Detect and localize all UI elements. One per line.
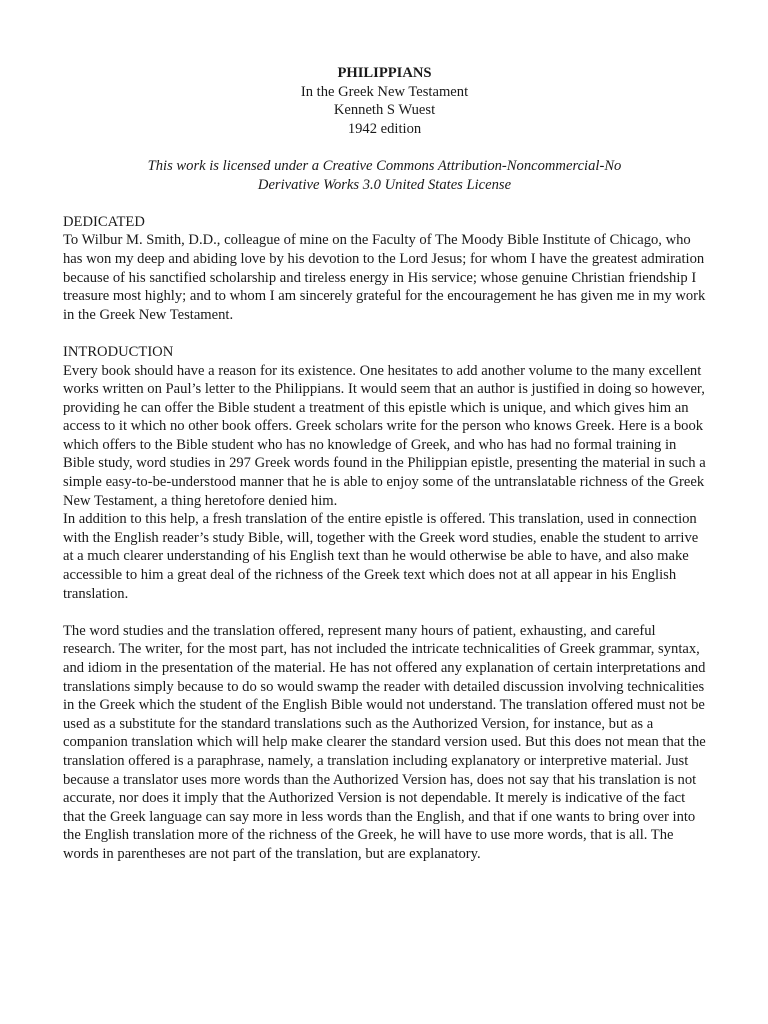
- introduction-paragraph: In addition to this help, a fresh translation of the entire epistle is offered. This translation, used in connection with the English reader’s study Bible, will, together with the Greek word studies, enable the student to arrive at a much clearer understanding of his English text than he would otherwise be able to have, and also make accessible to him a great deal of the richness of the Greek text which does not at all appear in his English translation.: [63, 511, 699, 602]
- paragraph-gap: [63, 603, 706, 622]
- dedication-section: [63, 213, 706, 325]
- introduction-heading: INTRODUCTION: [63, 343, 174, 360]
- license-notice: This work is licensed under a Creative Commons Attribution-Noncommercial-No Derivative Works 3.0 United States License: [147, 157, 622, 193]
- dedication-heading: DEDICATED: [63, 213, 145, 230]
- introduction-paragraph: Every book should have a reason for its existence. One hesitates to add another volume to the many excellent works written on Paul’s letter to the Philippians. It would seem that an author is justified in doing so however, providing he can offer the Bible student a treatment of this epistle which is unique, and which gives him an access to it which no other book offers. Greek scholars write for the person who knows Greek. Here is a book which offers to the Bible student who has no knowledge of Greek, and who has had no formal training in Bible study, word studies in 297 Greek words found in the Philippian epistle, presenting the material in such a simple easy-to-be-understood manner that he is able to enjoy some of the untranslatable richness of the Greek New Testament, a thing heretofore denied him.: [63, 362, 706, 509]
- title-block: [63, 64, 706, 138]
- dedication-text: To Wilbur M. Smith, D.D., colleague of mine on the Faculty of The Moody Bible Institute of Chicago, who has won my deep and abiding love by his devotion to the Lord Jesus; for whom I have the greatest admiration because of his sanctified scholarship and tireless energy in His service; whose genuine Christian friendship I treasure most highly; and to whom I am sincerely grateful for the encouragement he has given me in my work in the Greek New Testament.: [63, 232, 706, 323]
- document-subtitle: In the Greek New Testament: [300, 83, 469, 100]
- introduction-section: [63, 343, 706, 864]
- document-edition: 1942 edition: [347, 120, 422, 137]
- introduction-paragraph: The word studies and the translation offered, represent many hours of patient, exhausting, and careful research. The writer, for the most part, has not included the intricate technicalities of Greek grammar, syntax, and idiom in the presentation of the material. He has not offered any explanation of certain interpretations and translations simply because to do so would swamp the reader with detailed discussion involving technicalities in the Greek which the student of the English Bible would not understand. The translation offered must not be used as a substitute for the standard translations such as the Authorized Version, for instance, but as a companion translation which will help make clearer the standard version used. But this does not mean that the translation offered is a paraphrase, namely, a translation including explanatory or interpretive material. Just because a translator uses more words than the Authorized Version has, does not say that his translation is not accurate, nor does it imply that the Authorized Version is not dependable. It merely is indicative of the fact that the Greek language can say more in less words than the English, and that if one wants to bring over into the English translation more of the richness of the Greek, he will have to use more words, that is all. The words in parentheses are not part of the translation, but are explanatory.: [63, 622, 706, 862]
- document-author: Kenneth S Wuest: [333, 102, 436, 119]
- document-title: PHILIPPIANS: [337, 65, 432, 81]
